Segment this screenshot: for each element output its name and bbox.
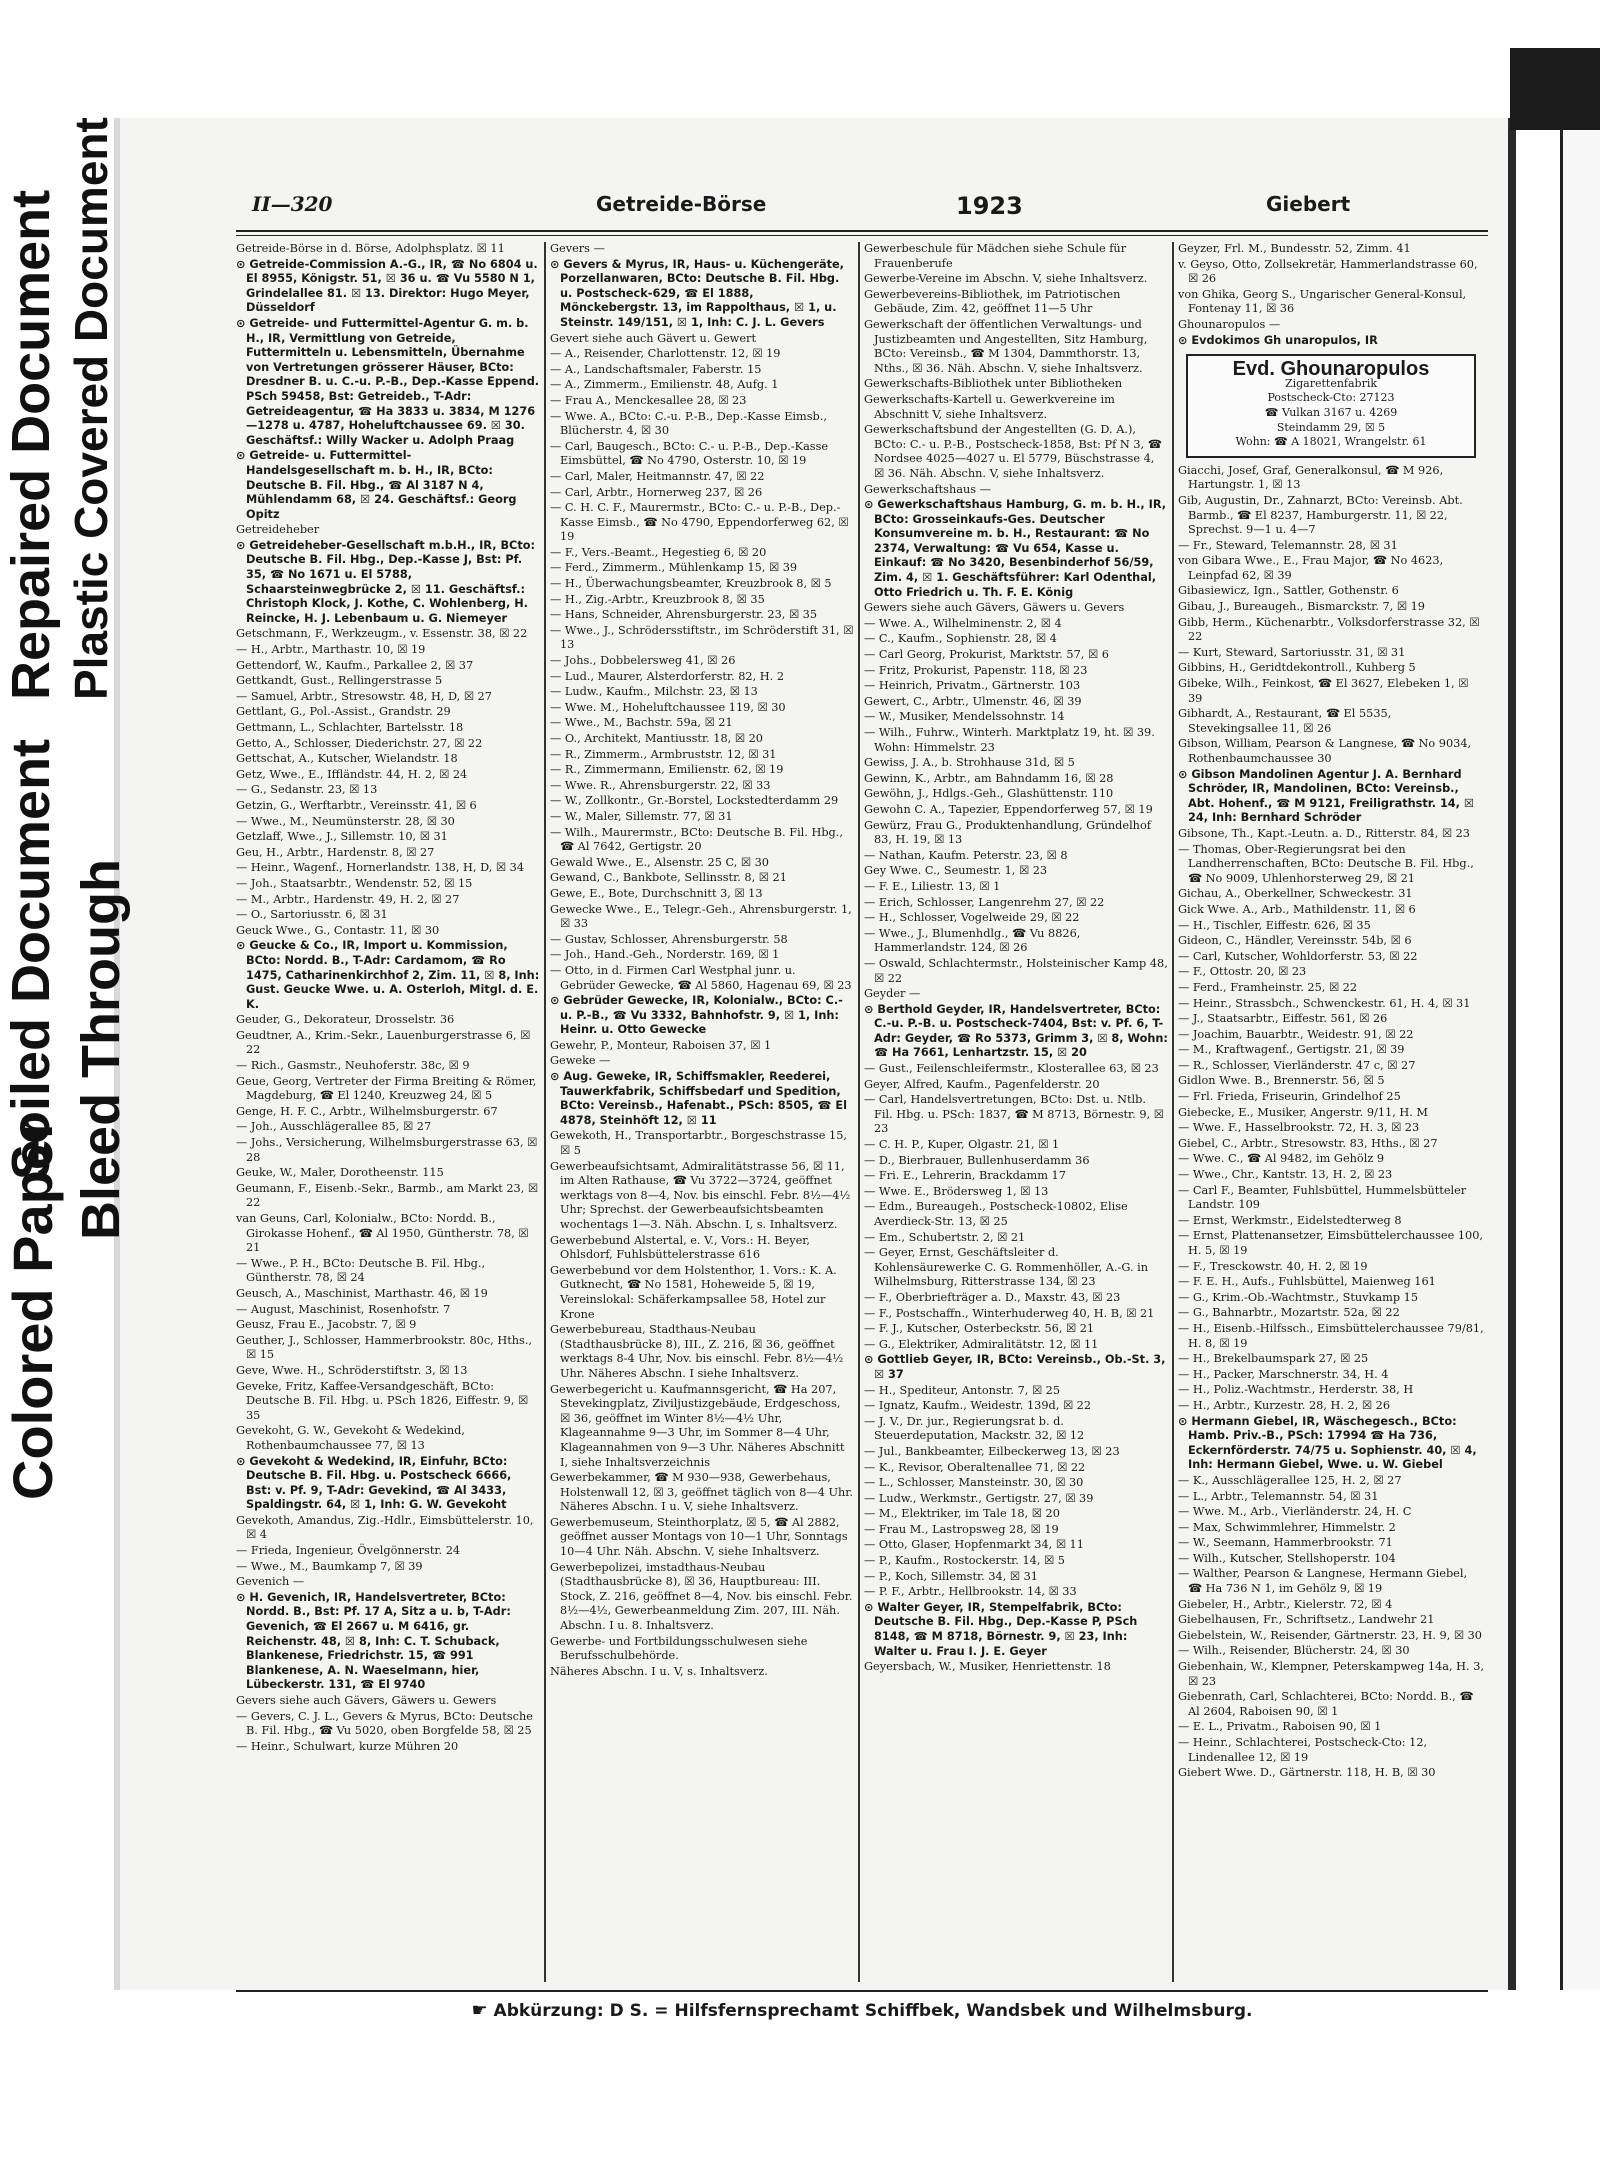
directory-entry: — H., Packer, Marschnerstr. 34, H. 4 (1178, 1367, 1389, 1381)
directory-entry: — Carl, Handelsvertretungen, BCto: Dst. u. Ntlb. Fil. Hbg. u. PSch: 1837, ☎ M 8713, Börnestr. 9, ☒ 23 (864, 1093, 1164, 1136)
directory-entry: — J. V., Dr. jur., Regierungsrat b. d. Steuerdeputation, Mackstr. 32, ☒ 12 (864, 1414, 1085, 1443)
ad-line: Postscheck-Cto: 27123 (1267, 391, 1395, 405)
directory-entry: — Wwe. M., Hoheluftchaussee 119, ☒ 30 (550, 700, 786, 714)
directory-entry: Geu, H., Arbtr., Hardenstr. 8, ☒ 27 (236, 845, 435, 859)
directory-entry: Giebenrath, Carl, Schlachterei, BCto: Nordd. B., ☎ Al 2604, Raboisen 90, ☒ 1 (1178, 1690, 1474, 1718)
directory-entry: Gewerkschaft der öffentlichen Verwaltungs- und Justizbeamten und Angestellten, Sitz Hamburg, BCto: Vereinsb., ☎ M 1304, Dammthorstr. 13, Nths., ☒ 36. Näh. Abschn. V, siehe Inhaltsverz. (864, 317, 1148, 375)
directory-entry: — Ferd., Framheinstr. 25, ☒ 22 (1178, 980, 1358, 994)
directory-entry: — Wilh., Maurermstr., BCto: Deutsche B. Fil. Hbg., ☎ Al 7642, Gertigstr. 20 (550, 825, 843, 854)
directory-entry: ⊙ Aug. Geweke, IR, Schiffsmakler, Reederei, Tauwerkfabrik, Schiffsbedarf und Spedition, BCto: Vereinsb., Hafenabt., PSch: 8505, ☎ El 4878, Steinhöft 12, ☒ 11 (550, 1070, 847, 1127)
directory-entry: Genge, H. F. C., Arbtr., Wilhelmsburgerstr. 67 (236, 1104, 498, 1118)
directory-entry: Gewerbebureau, Stadthaus-Neubau (Stadthausbrücke 8), III., Z. 216, ☒ 36, geöffnet werktags 8-4 Uhr, Nov. bis einschl. Febr. 8½—4½ Uhr. Näheres Abschn. I siehe Inhaltsverz. (550, 1323, 844, 1380)
directory-entry: Geudtner, A., Krim.-Sekr., Lauenburgerstrasse 6, ☒ 22 (236, 1028, 531, 1057)
directory-entry: — Lud., Maurer, Alsterdorferstr. 82, H. 2 (550, 669, 785, 683)
directory-entry: ⊙ Evdokimos Gh unaropulos, IR (1178, 333, 1378, 347)
directory-entry: — C. H. C. F., Maurermstr., BCto: C.- u. P.-B., Dep.-Kasse Eimsb., ☎ No 4790, Eppendorferweg 62, ☒ 19 (550, 501, 849, 544)
directory-entry: Gewerkschafts-Bibliothek unter Bibliotheken (864, 377, 1123, 391)
directory-entry: Gidlon Wwe. B., Brennerstr. 56, ☒ 5 (1178, 1074, 1385, 1088)
directory-entry: — Gustav, Schlosser, Ahrensburgerstr. 58 (550, 932, 788, 946)
directory-entry: Näheres Abschn. I u. V, s. Inhaltsverz. (550, 1664, 768, 1678)
directory-entry: Gewerbekammer, ☎ M 930—938, Gewerbehaus, Holstenwall 12, ☒ 3, geöffnet täglich von 8—4 Uhr. Näheres Abschn. I u. V, siehe Inhaltsverz. (550, 1471, 854, 1514)
directory-entry: ⊙ Geucke & Co., IR, Import u. Kommission, BCto: Nordd. B., T-Adr: Cardamom, ☎ Ro 1475, Catharinenkirchhof 2, Zim. 11, ☒ 8, Inh: Gust. Geucke Wwe. u. A. Osterloh, Mitgl. d. E. K. (236, 939, 540, 1011)
directory-entry: ⊙ Getreide- u. Futtermittel-Handelsgesellschaft m. b. H., IR, BCto: Deutsche B. Fil. Hbg., ☎ Al 3187 N 4, Mühlendamm 68, ☒ 24. Geschäftsf.: Georg Opitz (236, 449, 517, 521)
directory-entry: Geumann, F., Eisenb.-Sekr., Barmb., am Markt 23, ☒ 22 (236, 1181, 539, 1210)
directory-entry: — L., Arbtr., Telemannstr. 54, ☒ 31 (1178, 1489, 1379, 1503)
directory-entry: Gideon, C., Händler, Vereinsstr. 54b, ☒ 6 (1178, 934, 1412, 948)
directory-entry: ⊙ Berthold Geyder, IR, Handelsvertreter, BCto: C.-u. P.-B. u. Postscheck-7404, Bst: v. Pf. 6, T-Adr: Geyder, ☎ Ro 5373, Grimm 3, ☒ 8, Wohn: ☎ Ha 7661, Lenhartzstr. 15, ☒ 20 (864, 1002, 1168, 1060)
directory-entry: — Walther, Pearson & Langnese, Hermann Giebel, ☎ Ha 736 N 1, im Gehölz 9, ☒ 19 (1178, 1567, 1468, 1596)
directory-entry: Gibhardt, A., Restaurant, ☎ El 5535, Stevekingsallee 11, ☒ 26 (1178, 707, 1392, 735)
directory-entry: — R., Zimmermann, Emilienstr. 62, ☒ 19 (550, 763, 784, 777)
directory-entry: — R., Zimmerm., Armbruststr. 12, ☒ 31 (550, 747, 777, 761)
directory-entry: — Carl Georg, Prokurist, Marktstr. 57, ☒ 6 (864, 648, 1109, 662)
directory-entry: — O., Sartoriusstr. 6, ☒ 31 (236, 908, 388, 922)
directory-entry: — Wilh., Reisender, Blücherstr. 24, ☒ 30 (1178, 1644, 1410, 1658)
directory-entry: — Wwe. A., Wilhelminenstr. 2, ☒ 4 (864, 616, 1062, 630)
directory-entry: Gewers siehe auch Gävers, Gäwers u. Gevers (864, 601, 1125, 615)
directory-entry: Getschmann, F., Werkzeugm., v. Essenstr. 38, ☒ 22 (236, 627, 528, 641)
directory-entry: — Wwe., J., Schrödersstiftstr., im Schröderstift 31, ☒ 13 (550, 623, 854, 652)
directory-entry: — W., Zollkontr., Gr.-Borstel, Lockstedterdamm 29 (550, 794, 839, 808)
directory-entry: Gewerbepolizei, imstadthaus-Neubau (Stadthausbrücke 8), ☒ 36, Hauptbureau: III. Stock, Z. 216, geöffnet 8—4, Nov. bis einschl. Febr. 8½—4½, Gewerbeanmeldung Zim. 207, III. Näh. Abschn. I u. 8. Inhaltsverz. (550, 1560, 853, 1633)
directory-entry: Ghounaropulos — (1178, 317, 1281, 331)
directory-entry: — G., Elektriker, Admiralitätstr. 12, ☒ 11 (864, 1337, 1099, 1351)
directory-entry: Gewerkschaftshaus — (864, 482, 991, 496)
directory-entry: Gey Wwe. C., Seumestr. 1, ☒ 23 (864, 864, 1048, 878)
directory-entry: Giacchi, Josef, Graf, Generalkonsul, ☎ M 926, Hartungstr. 1, ☒ 13 (1178, 463, 1444, 492)
ad-line: Evd. Ghounaropulos (1232, 358, 1430, 381)
directory-entry: — L., Schlosser, Mansteinstr. 30, ☒ 30 (864, 1476, 1084, 1490)
directory-entry: Gibasiewicz, Ign., Sattler, Gothenstr. 6 (1178, 584, 1399, 598)
directory-entry: Gewinn, K., Arbtr., am Bahndamm 16, ☒ 28 (864, 771, 1114, 785)
directory-entry: — Em., Schubertstr. 2, ☒ 21 (864, 1230, 1026, 1244)
directory-entry: — M., Elektriker, im Tale 18, ☒ 20 (864, 1507, 1060, 1521)
directory-entry: Geue, Georg, Vertreter der Firma Breiting & Römer, Magdeburg, ☎ El 1240, Kreuzweg 24, ☒ 5 (236, 1074, 537, 1103)
directory-entry: — C. H. P., Kuper, Olgastr. 21, ☒ 1 (864, 1138, 1060, 1152)
directory-entry: — Frau A., Menckesallee 28, ☒ 23 (550, 393, 747, 407)
directory-entry: — Carl, Arbtr., Hornerweg 237, ☒ 26 (550, 485, 763, 499)
directory-entry: Gewerbe- und Fortbildungsschulwesen siehe Berufsschulbehörde. (550, 1634, 808, 1663)
directory-entry: — H., Zig.-Arbtr., Kreuzbrook 8, ☒ 35 (550, 592, 765, 606)
directory-entry: Getz, Wwe., E., Iffländstr. 44, H. 2, ☒ 24 (236, 767, 468, 781)
directory-entry: — Joh., Hand.-Geh., Norderstr. 169, ☒ 1 (550, 948, 780, 962)
directory-entry: ⊙ Getreideheber-Gesellschaft m.b.H., IR, BCto: Deutsche B. Fil. Hbg., Dep.-Kasse J, Bst: Pf. 35, ☎ No 1671 u. El 5788, Schaarsteinwegbrücke 2, ☒ 11. Geschäftsf.: Christoph Klock, J. Kothe, C. Wohlenberg, H. Reincke, H. J. Lebenbaum u. G. Niemeyer (236, 538, 536, 625)
ad-line: Zigarettenfabrik (1284, 376, 1378, 390)
directory-entry: Geyer, Alfred, Kaufm., Pagenfelderstr. 20 (864, 1077, 1100, 1091)
directory-entry: Gewerbebund Alstertal, e. V., Vors.: H. Beyer, Ohlsdorf, Fuhlsbüttelerstrasse 616 (550, 1233, 811, 1262)
pointing-hand-icon: ☛ (471, 2000, 488, 2021)
directory-entry: — Thomas, Ober-Regierungsrat bei den Landherrenschaften, BCto: Deutsche B. Fil. Hbg., ☎ No 9009, Uhlenhorsterweg 29, ☒ 21 (1178, 842, 1474, 885)
directory-entry: — Ernst, Plattenansetzer, Eimsbüttelerchaussee 100, H. 5, ☒ 19 (1178, 1229, 1483, 1257)
directory-entry: Gewecke Wwe., E., Telegr.-Geh., Ahrensburgerstr. 1, ☒ 33 (550, 902, 852, 931)
directory-entry: — G., Krim.-Ob.-Wachtmstr., Stuvkamp 15 (1178, 1290, 1419, 1304)
directory-entry: — A., Zimmerm., Emilienstr. 48, Aufg. 1 (550, 378, 779, 392)
column-1 (236, 242, 540, 1982)
directory-entry: ⊙ Gewerkschaftshaus Hamburg, G. m. b. H., IR, BCto: Grosseinkaufs-Ges. Deutscher Konsumvereine m. b. H., Restaurant: ☎ No 2374, Verwaltung: ☎ Vu 654, Kasse u. Einkauf: ☎ No 3420, Besenbinderhof 56/59, Zim. 4, ☒ 1. Geschäftsführer: Karl Odenthal, Otto Friedrich u. Th. F. E. König (864, 498, 1167, 599)
footer-note (236, 2000, 1488, 2021)
directory-entry: v. Geyso, Otto, Zollsekretär, Hammerlandstrasse 60, ☒ 26 (1178, 257, 1478, 286)
directory-entry: Getto, A., Schlosser, Diederichstr. 27, ☒ 22 (236, 736, 483, 750)
scanner-edge (1510, 48, 1600, 130)
directory-entry: — Carl, Maler, Heitmannstr. 47, ☒ 22 (550, 469, 765, 483)
directory-entry: Giebecke, E., Musiker, Angerstr. 9/11, H. M (1178, 1105, 1429, 1119)
directory-entry: — Heinr., Schlachterei, Postscheck-Cto: 12, Lindenallee 12, ☒ 19 (1178, 1736, 1428, 1764)
directory-entry: Gewerbebund vor dem Holstenthor, 1. Vors.: K. A. Gutknecht, ☎ No 1581, Hoheweide 5, ☒ 19, Vereinslokal: Schäferkampsallee 58, Hotel zur Krone (550, 1263, 837, 1321)
directory-entry: — F. J., Kutscher, Osterbeckstr. 56, ☒ 21 (864, 1322, 1095, 1336)
directory-entry: — P., Kaufm., Rostockerstr. 14, ☒ 5 (864, 1554, 1065, 1568)
directory-entry: — O., Architekt, Mantiusstr. 18, ☒ 20 (550, 732, 763, 745)
directory-entry: — Heinrich, Privatm., Gärtnerstr. 103 (864, 679, 1081, 693)
directory-entry: ⊙ Hermann Giebel, IR, Wäschegesch., BCto: Hamb. Priv.-B., PSch: 17994 ☎ Ha 736, Eckernförderstr. 74/75 u. Sophienstr. 40, ☒ 4, Inh: Hermann Giebel, Wwe. u. W. Giebel (1178, 1414, 1477, 1472)
directory-entry: Gick Wwe. A., Arb., Mathildenstr. 11, ☒ 6 (1178, 902, 1416, 916)
directory-entry: — Carl, Kutscher, Wohldorferstr. 53, ☒ 22 (1178, 949, 1418, 963)
directory-entry: — C., Kaufm., Sophienstr. 28, ☒ 4 (864, 632, 1057, 646)
directory-entry: — D., Bierbrauer, Bullenhuserdamm 36 (864, 1153, 1090, 1167)
directory-entry: — F., Postschaffn., Winterhuderweg 40, H. B, ☒ 21 (864, 1306, 1155, 1320)
directory-entry: — Otto, Glaser, Hopfenmarkt 34, ☒ 11 (864, 1538, 1084, 1552)
directory-entry: — Nathan, Kaufm. Peterstr. 23, ☒ 8 (864, 848, 1068, 862)
directory-entry: Gibbins, H., Geridtdekontroll., Kuhberg 5 (1178, 661, 1416, 675)
header-keyword: Giebert (1266, 192, 1351, 216)
directory-entry: Gewehr, P., Monteur, Raboisen 37, ☒ 1 (550, 1038, 772, 1052)
directory-entry: — Johs., Versicherung, Wilhelmsburgerstrasse 63, ☒ 28 (236, 1136, 538, 1164)
directory-entry: — R., Schlosser, Vierländerstr. 47 c, ☒ 27 (1178, 1058, 1416, 1072)
directory-entry: — A., Landschaftsmaler, Faberstr. 15 (550, 362, 762, 376)
directory-entry: ⊙ Gevers & Myrus, IR, Haus- u. Küchengeräte, Porzellanwaren, BCto: Deutsche B. Fil. Hbg. u. Postscheck-629, ☎ El 1888, Mönckebergstr. 13, im Rappolthaus, ☒ 1, u. Steinstr. 149/151, ☒ 1, Inh: C. J. L. Gevers (550, 257, 844, 329)
directory-entry: — Edm., Bureaugeh., Postscheck-10802, Elise Averdieck-Str. 13, ☒ 25 (864, 1200, 1128, 1228)
directory-entry: — Wwe., M., Neumünsterstr. 28, ☒ 30 (236, 814, 455, 828)
directory-entry: — H., Tischler, Eiffestr. 626, ☒ 35 (1178, 918, 1371, 932)
directory-entry: — Wwe., Chr., Kantstr. 13, H. 2, ☒ 23 (1178, 1168, 1393, 1182)
directory-entry: — Wwe. E., Brödersweg 1, ☒ 13 (864, 1184, 1049, 1198)
directory-entry: — Heinr., Wagenf., Hornerlandstr. 138, H, D, ☒ 34 (236, 861, 525, 875)
directory-entry: Gewerbeaufsichtsamt, Admiralitätstrasse 56, ☒ 11, im Alten Rathause, ☎ Vu 3722—3724, geöffnet werktags von 8—4, Nov. bis einschl. Febr. 8½—4½ Uhr; Sprechst. der Gewerbeaufsichtsbeamten wochentags 1—3. Näh. Abschn. I, s. Inhaltsverz. (550, 1159, 851, 1231)
column-rule (1172, 242, 1174, 1982)
directory-entry: — Wwe., M., Baumkamp 7, ☒ 39 (236, 1559, 423, 1573)
directory-entry: — Ferd., Zimmerm., Mühlenkamp 15, ☒ 39 (550, 561, 798, 575)
directory-entry: Gewe, E., Bote, Durchschnitt 3, ☒ 13 (550, 886, 763, 900)
directory-entry: — Jul., Bankbeamter, Eilbeckerweg 13, ☒ 23 (864, 1444, 1120, 1458)
directory-entry: Gewohn C. A., Tapezier, Eppendorferweg 57, ☒ 19 (864, 802, 1153, 816)
directory-entry: von Ghika, Georg S., Ungarischer General-Konsul, Fontenay 11, ☒ 36 (1178, 287, 1467, 316)
column-rule (858, 242, 860, 1982)
directory-entry: — Ignatz, Kaufm., Weidestr. 139d, ☒ 22 (864, 1399, 1092, 1413)
directory-entry: Geusz, Frau E., Jacobstr. 7, ☒ 9 (236, 1318, 417, 1332)
label-colored: Colored Paper (1, 1117, 64, 1500)
directory-entry: Gettkandt, Gust., Rellingerstrasse 5 (236, 674, 443, 688)
directory-entry: — Wwe. A., BCto: C.-u. P.-B., Dep.-Kasse Eimsb., Blücherstr. 4, ☒ 30 (550, 409, 827, 438)
directory-columns (236, 242, 1488, 1982)
directory-entry: Gevers siehe auch Gävers, Gäwers u. Gewers (236, 1694, 497, 1707)
directory-entry: Getzin, G., Werftarbtr., Vereinsstr. 41, ☒ 6 (236, 798, 477, 812)
directory-entry: Gewekoth, H., Transportarbtr., Borgeschstrasse 15, ☒ 5 (550, 1129, 848, 1158)
directory-entry: — G., Sedanstr. 23, ☒ 13 (236, 783, 378, 797)
directory-entry: ⊙ Gevekoht & Wedekind, IR, Einfuhr, BCto: Deutsche B. Fil. Hbg. u. Postscheck 6666, Bst: v. Pf. 9, T-Adr: Gevekind, ☎ Al 3433, Spaldingstr. 64, ☒ 1, Inh: G. W. Gevekoht (236, 1454, 512, 1512)
directory-entry: Gettschat, A., Kutscher, Wielandstr. 18 (236, 752, 458, 766)
directory-entry: Geyersbach, W., Musiker, Henriettenstr. 18 (864, 1660, 1111, 1674)
directory-entry: — H., Poliz.-Wachtmstr., Herderstr. 38, H (1178, 1383, 1414, 1397)
directory-entry: — Rich., Gasmstr., Neuhoferstr. 38c, ☒ 9 (236, 1059, 470, 1073)
directory-entry: Gevekoth, Amandus, Zig.-Hdlr., Eimsbüttelerstr. 10, ☒ 4 (236, 1513, 534, 1542)
directory-entry: Gewerbe-Vereine im Abschn. V, siehe Inhaltsverz. (864, 272, 1148, 286)
directory-entry: Geusch, A., Maschinist, Marthastr. 46, ☒ 19 (236, 1286, 488, 1300)
directory-entry: — Wwe. M., Arb., Vierländerstr. 24, H. C (1178, 1505, 1412, 1519)
directory-entry: — Gevers, C. J. L., Gevers & Myrus, BCto: Deutsche B. Fil. Hbg., ☎ Vu 5020, oben Borgfelde 58, ☒ 25 (236, 1709, 533, 1738)
directory-entry: — Erich, Schlosser, Langenrehm 27, ☒ 22 (864, 895, 1105, 909)
directory-entry: — M., Kraftwagenf., Gertigstr. 21, ☒ 39 (1178, 1043, 1405, 1057)
directory-entry: — P. F., Arbtr., Hellbrookstr. 14, ☒ 33 (864, 1585, 1077, 1599)
header-rule (236, 230, 1488, 232)
directory-entry: — Carl F., Beamter, Fuhlsbüttel, Hummelsbütteler Landstr. 109 (1178, 1183, 1467, 1212)
directory-entry: Giebert Wwe. D., Gärtnerstr. 118, H. B, ☒ 30 (1178, 1766, 1436, 1780)
directory-entry: — E. L., Privatm., Raboisen 90, ☒ 1 (1178, 1720, 1382, 1734)
directory-entry: ⊙ H. Gevenich, IR, Handelsvertreter, BCto: Nordd. B., Bst: Pf. 17 A, Sitz a u. b, T-Adr: Gevenich, ☎ El 2667 u. M 6416, gr. Reichenstr. 48, ☒ 8, Inh: C. T. Schuback, Blankenese, Friedrichstr. 15, ☎ 991 Blankenese, A. N. Waeselmann, hier, Lübeckerstr. 131, ☎ El 9740 (236, 1590, 511, 1692)
directory-entry: — W., Maler, Sillemstr. 77, ☒ 31 (550, 809, 733, 823)
directory-entry: Geuder, G., Dekorateur, Drosselstr. 36 (236, 1013, 455, 1027)
header-year: 1923 (956, 192, 1023, 220)
directory-entry: — Wilh., Fuhrw., Winterh. Marktplatz 19, ht. ☒ 39. Wohn: Himmelstr. 23 (864, 726, 1155, 754)
directory-entry: — F. E., Liliestr. 13, ☒ 1 (864, 879, 1001, 893)
directory-entry: ⊙ Gebrüder Gewecke, IR, Kolonialw., BCto: C.- u. P.-B., ☎ Vu 3332, Bahnhofstr. 9, ☒ 1, Inh: Heinr. u. Otto Gewecke (550, 994, 843, 1037)
column-4 (1178, 242, 1484, 1982)
directory-entry: Gewöhn, J., Hdlgs.-Geh., Glashüttenstr. 110 (864, 787, 1114, 801)
directory-entry: — Fri. E., Lehrerin, Brackdamm 17 (864, 1169, 1066, 1183)
directory-entry: — H., Überwachungsbeamter, Kreuzbrook 8, ☒ 5 (550, 577, 832, 591)
directory-entry: — August, Maschinist, Rosenhofstr. 7 (236, 1302, 451, 1316)
directory-entry: — H., Arbtr., Kurzestr. 28, H. 2, ☒ 26 (1178, 1398, 1391, 1412)
directory-entry: — K., Revisor, Oberaltenallee 71, ☒ 22 (864, 1460, 1086, 1474)
ad-line: ☎ Vulkan 3167 u. 4269 (1264, 405, 1398, 419)
directory-entry: — M., Arbtr., Hardenstr. 49, H. 2, ☒ 27 (236, 892, 460, 906)
directory-entry: Gibeke, Wilh., Feinkost, ☎ El 3627, Elebeken 1, ☒ 39 (1178, 677, 1469, 705)
directory-entry: — Joachim, Bauarbtr., Weidestr. 91, ☒ 22 (1178, 1027, 1414, 1041)
column-2 (550, 242, 854, 1982)
directory-entry: Gewert, C., Arbtr., Ulmenstr. 46, ☒ 39 (864, 694, 1082, 708)
directory-entry: Geyzer, Frl. M., Bundesstr. 52, Zimm. 41 (1178, 242, 1411, 255)
directory-entry: ⊙ Gibson Mandolinen Agentur J. A. Bernhard Schröder, IR, Mandolinen, BCto: Vereinsb., Abt. Hohenf., ☎ M 9121, Freiligrathstr. 14, ☒ 24, Inh: Bernhard Schröder (1178, 767, 1475, 825)
directory-entry: — Oswald, Schlachtermstr., Holsteinischer Kamp 48, ☒ 22 (864, 956, 1168, 985)
directory-entry: — Wwe. C., ☎ Al 9482, im Gehölz 9 (1178, 1152, 1385, 1166)
directory-entry: — Wwe. R., Ahrensburgerstr. 22, ☒ 33 (550, 778, 771, 792)
directory-entry: Gibb, Herm., Küchenarbtr., Volksdorferstrasse 32, ☒ 22 (1178, 615, 1480, 644)
directory-entry: Giebenhain, W., Klempner, Peterskampweg 14a, H. 3, ☒ 23 (1178, 1660, 1484, 1688)
directory-entry: Giebeler, H., Arbtr., Kielerstr. 72, ☒ 4 (1178, 1597, 1393, 1611)
directory-entry: — A., Reisender, Charlottenstr. 12, ☒ 19 (550, 347, 781, 361)
directory-entry: Gewerkschafts-Kartell u. Gewerkvereine im Abschnitt V, siehe Inhaltsverz. (864, 392, 1115, 421)
directory-entry: Geuke, W., Maler, Dorotheenstr. 115 (236, 1166, 444, 1180)
directory-entry: Geuther, J., Schlosser, Hammerbrookstr. 80c, Hths., ☒ 15 (236, 1333, 533, 1362)
directory-entry: — F. E. H., Aufs., Fuhlsbüttel, Maienweg 161 (1178, 1275, 1436, 1289)
directory-entry: Giebel, C., Arbtr., Stresowstr. 83, Hths., ☒ 27 (1178, 1136, 1438, 1150)
directory-entry: — Max, Schwimmlehrer, Himmelstr. 2 (1178, 1520, 1396, 1534)
directory-entry: — H., Spediteur, Antonstr. 7, ☒ 25 (864, 1383, 1061, 1397)
directory-entry: Gewerbeschule für Mädchen siehe Schule für Frauenberufe (864, 242, 1127, 270)
directory-entry: Getreideheber (236, 523, 320, 537)
directory-entry: — P., Koch, Sillemstr. 34, ☒ 31 (864, 1569, 1038, 1583)
directory-entry: Giebelhausen, Fr., Schriftsetz., Landwehr 21 (1178, 1613, 1435, 1627)
directory-entry: Gewerbegericht u. Kaufmannsgericht, ☎ Ha 207, Stevekingplatz, Ziviljustizgebäude, Erdgeschoss, ☒ 36, geöffnet im Winter 8½—4½ Uhr, Klageannahme 9—3 Uhr, im Sommer 8—4 Uhr, Klageannahmen von 9—3 Uhr. Näheres Abschnitt I, siehe Inhaltsverzeichnis (550, 1382, 845, 1469)
directory-entry: Gewiss, J. A., b. Strohhause 31d, ☒ 5 (864, 756, 1075, 770)
directory-entry: ⊙ Getreide-Commission A.-G., IR, ☎ No 6804 u. El 8955, Königstr. 51, ☒ 36 u. ☎ Vu 5580 N 1, Grindelallee 81. ☒ 13. Direktor: Hugo Meyer, Düsseldorf (236, 257, 538, 315)
directory-entry: Gevers — (550, 242, 605, 255)
directory-entry: Gibsone, Th., Kapt.-Leutn. a. D., Ritterstr. 84, ☒ 23 (1178, 826, 1470, 840)
directory-entry: — Wilh., Kutscher, Stellshoperstr. 104 (1178, 1551, 1396, 1565)
directory-entry: ⊙ Getreide- und Futtermittel-Agentur G. m. b. H., IR, Vermittlung von Getreide, Futtermitteln u. Lebensmitteln, Übernahme von Vertretungen grösserer Häuser, BCto: Dresdner B. u. C.-u. P.-B., Dep.-Kasse Eppend. PSch 59458, Bst: Getreideb., T-Adr: Getreideagentur, ☎ Ha 3833 u. 3834, M 1276—1278 u. 4787, Hoheluftchaussee 69. ☒ 30. Geschäftsf.: Willy Wacker u. Adolph Praag (236, 316, 540, 447)
label-bleed: Bleed Through (71, 859, 131, 1240)
footer-text: Abkürzung: D S. = Hilfsfernsprechamt Schiffbek, Wandsbek und Wilhelmsburg. (493, 2001, 1253, 2021)
directory-entry: Gevenich — (236, 1575, 305, 1589)
directory-entry: Gewerbemuseum, Steinthorplatz, ☒ 5, ☎ Al 2882, geöffnet ausser Montags von 10—1 Uhr, Sonntags 10—4 Uhr. Näh. Abschn. V, siehe Inhaltsverz. (550, 1515, 848, 1559)
directory-entry: — Heinr., Schulwart, kurze Mühren 20 (236, 1739, 459, 1753)
directory-entry: — Samuel, Arbtr., Stresowstr. 48, H, D, ☒ 27 (236, 689, 492, 703)
directory-entry: — Wwe. F., Hasselbrookstr. 72, H. 3, ☒ 23 (1178, 1121, 1420, 1135)
directory-entry: Getreide-Börse in d. Börse, Adolphsplatz. ☒ 11 (236, 242, 505, 255)
directory-entry: — H., Schlosser, Vogelweide 29, ☒ 22 (864, 911, 1080, 925)
directory-entry: Geveke, Fritz, Kaffee-Versandgeschäft, BCto: Deutsche B. Fil. Hbg. u. PSch 1826, Eiffestr. 9, ☒ 35 (236, 1379, 529, 1422)
directory-entry: — Wwe., J., Blumenhdlg., ☎ Vu 8826, Hammerlandstr. 124, ☒ 26 (864, 926, 1081, 955)
directory-entry: — Ludw., Werkmstr., Gertigstr. 27, ☒ 39 (864, 1491, 1094, 1505)
directory-entry: — H., Arbtr., Marthastr. 10, ☒ 19 (236, 643, 426, 657)
header-rule-thin (236, 235, 1488, 236)
directory-entry: — Johs., Dobbelersweg 41, ☒ 26 (550, 654, 736, 668)
directory-entry: ⊙ Walter Geyer, IR, Stempelfabrik, BCto: Deutsche B. Fil. Hbg., Dep.-Kasse P, PSch 8148, ☎ M 8718, Börnestr. 9, ☒ 23, Inh: Walter u. Frau I. J. E. Geyer (864, 1600, 1138, 1658)
footer-rule (236, 1990, 1488, 1992)
directory-entry: Gewürz, Frau G., Produktenhandlung, Gründelhof 83, H. 19, ☒ 13 (864, 818, 1151, 847)
ad-line: Steindamm 29, ☒ 5 (1276, 420, 1386, 434)
directory-entry: Gettmann, L., Schlachter, Bartelsstr. 18 (236, 721, 464, 734)
directory-entry: Gewerbevereins-Bibliothek, im Patriotischen Gebäude, Zim. 42, geöffnet 11—5 Uhr (864, 287, 1121, 316)
label-soiled: Soiled Document (1, 738, 61, 1180)
directory-entry: — F., Oberbriefträger a. D., Maxstr. 43, ☒ 23 (864, 1290, 1121, 1304)
directory-entry: — Ernst, Werkmstr., Eidelstedterweg 8 (1178, 1213, 1402, 1227)
directory-entry: — F., Tresckowstr. 40, H. 2, ☒ 19 (1178, 1259, 1368, 1273)
directory-entry: — Geyer, Ernst, Geschäftsleiter d. Kohlensäurewerke C. G. Rommenhöller, A.-G. in Wilhelmsburg, Ritterstrasse 134, ☒ 23 (864, 1246, 1149, 1289)
directory-entry: Gichau, A., Oberkellner, Schweckestr. 31 (1178, 887, 1413, 901)
directory-entry: Gewald Wwe., E., Alsenstr. 25 C, ☒ 30 (550, 855, 769, 869)
directory-entry: — Fr., Steward, Telemannstr. 28, ☒ 31 (1178, 538, 1398, 552)
directory-entry: — Joh., Staatsarbtr., Wendenstr. 52, ☒ 15 (236, 876, 473, 890)
directory-entry: — H., Brekelbaumspark 27, ☒ 25 (1178, 1352, 1369, 1366)
directory-entry: — Frau M., Lastropsweg 28, ☒ 19 (864, 1522, 1059, 1536)
page-number: II—320 (252, 192, 333, 216)
column-rule (544, 242, 546, 1982)
directory-entry: — W., Seemann, Hammerbrookstr. 71 (1178, 1536, 1393, 1550)
page-shadow (1508, 118, 1516, 1990)
directory-entry: — Joh., Ausschlägerallee 85, ☒ 27 (236, 1120, 432, 1134)
directory-entry: Geweke — (550, 1054, 611, 1068)
directory-entry: Gettlant, G., Pol.-Assist., Grandstr. 29 (236, 705, 451, 719)
directory-entry: — Wwe., P. H., BCto: Deutsche B. Fil. Hbg., Güntherstr. 78, ☒ 24 (236, 1256, 486, 1285)
directory-entry: Gettendorf, W., Kaufm., Parkallee 2, ☒ 37 (236, 658, 474, 672)
directory-entry: — Fritz, Prokurist, Papenstr. 118, ☒ 23 (864, 663, 1088, 677)
directory-entry: — H., Eisenb.-Hilfssch., Eimsbüttelerchaussee 79/81, H. 8, ☒ 19 (1178, 1321, 1484, 1350)
directory-entry: ⊙ Gottlieb Geyer, IR, BCto: Vereinsb., Ob.-St. 3, ☒ 37 (864, 1353, 1166, 1381)
directory-entry: Gewerkschaftsbund der Angestellten (G. D. A.), BCto: C.- u. P.-B., Postscheck-1858, Bst: Pf N 3, ☎ Nordsee 4025—4027 u. El 5779, Büschstrasse 4, ☒ 36. Näh. Abschn. V, siehe Inhaltsverz. (864, 423, 1162, 480)
directory-entry: — Kurt, Steward, Sartoriusstr. 31, ☒ 31 (1178, 645, 1406, 659)
directory-entry: — Ludw., Kaufm., Milchstr. 23, ☒ 13 (550, 685, 758, 699)
directory-entry: Geuck Wwe., G., Contastr. 11, ☒ 30 (236, 923, 440, 937)
directory-entry: — F., Ottostr. 20, ☒ 23 (1178, 965, 1307, 979)
directory-entry: Gevert siehe auch Gävert u. Gewert (550, 331, 756, 345)
directory-entry: — Hans, Schneider, Ahrensburgerstr. 23, ☒ 35 (550, 608, 818, 622)
directory-entry: — F., Vers.-Beamt., Hegestieg 6, ☒ 20 (550, 545, 767, 559)
directory-entry: — Heinr., Strassbch., Schwenckestr. 61, H. 4, ☒ 31 (1178, 996, 1471, 1010)
directory-entry: — W., Musiker, Mendelssohnstr. 14 (864, 710, 1065, 724)
label-repaired: Repaired Document (1, 189, 61, 700)
directory-entry: Geve, Wwe. H., Schröderstiftstr. 3, ☒ 13 (236, 1363, 468, 1377)
directory-entry: — Gust., Feilenschleifermstr., Klosterallee 63, ☒ 23 (864, 1062, 1159, 1076)
directory-entry: — Wwe., M., Bachstr. 59a, ☒ 21 (550, 716, 733, 730)
next-page-edge (1560, 118, 1600, 1990)
directory-entry: — Otto, in d. Firmen Carl Westphal junr. u. Gebrüder Gewecke, ☎ Al 5860, Hagenau 69, ☒ 23 (550, 963, 852, 992)
directory-entry: Geyder — (864, 987, 921, 1001)
page-header (236, 186, 1488, 220)
directory-entry: — Carl, Baugesch., BCto: C.- u. P.-B., Dep.-Kasse Eimsbüttel, ☎ No 4790, Osterstr. 10, ☒ 19 (550, 439, 829, 468)
directory-entry: Gewand, C., Bankbote, Sellinsstr. 8, ☒ 21 (550, 871, 787, 885)
directory-entry: van Geuns, Carl, Kolonialw., BCto: Nordd. B., Girokasse Hohenf., ☎ Al 1950, Güntherstr. 78, ☒ 21 (236, 1212, 529, 1255)
label-plastic: Plastic Covered Document (65, 117, 117, 700)
directory-entry: von Gibara Wwe., E., Frau Major, ☎ No 4623, Leinpfad 62, ☒ 39 (1178, 554, 1444, 582)
directory-entry: — K., Ausschlägerallee 125, H. 2, ☒ 27 (1178, 1473, 1402, 1487)
directory-entry: Giebelstein, W., Reisender, Gärtnerstr. 23, H. 9, ☒ 30 (1178, 1628, 1482, 1642)
column-3 (864, 242, 1168, 1982)
directory-entry: — G., Bahnarbtr., Mozartstr. 52a, ☒ 22 (1178, 1306, 1400, 1320)
directory-entry: Gevekoht, G. W., Gevekoht & Wedekind, Rothenbaumchaussee 77, ☒ 13 (236, 1424, 465, 1452)
directory-entry: — J., Staatsarbtr., Eiffestr. 561, ☒ 26 (1178, 1012, 1388, 1026)
advertisement-box (1186, 354, 1476, 458)
directory-entry: — Frieda, Ingenieur, Övelgönnerstr. 24 (236, 1544, 461, 1558)
directory-entry: Getzlaff, Wwe., J., Sillemstr. 10, ☒ 31 (236, 830, 448, 844)
header-section: Getreide-Börse (596, 192, 767, 216)
directory-entry: — Frl. Frieda, Friseurin, Grindelhof 25 (1178, 1090, 1401, 1104)
directory-entry: Gib, Augustin, Dr., Zahnarzt, BCto: Vereinsb. Abt. Barmb., ☎ El 8237, Hamburgerstr. 11, ☒ 22, Sprechst. 9—1 u. 4—7 (1178, 493, 1463, 537)
directory-entry: Gibson, William, Pearson & Langnese, ☎ No 9034, Rothenbaumchaussee 30 (1178, 737, 1472, 765)
directory-entry: Gibau, J., Bureaugeh., Bismarckstr. 7, ☒ 19 (1178, 600, 1425, 614)
ad-line: Wohn: ☎ A 18021, Wrangelstr. 61 (1235, 435, 1427, 449)
